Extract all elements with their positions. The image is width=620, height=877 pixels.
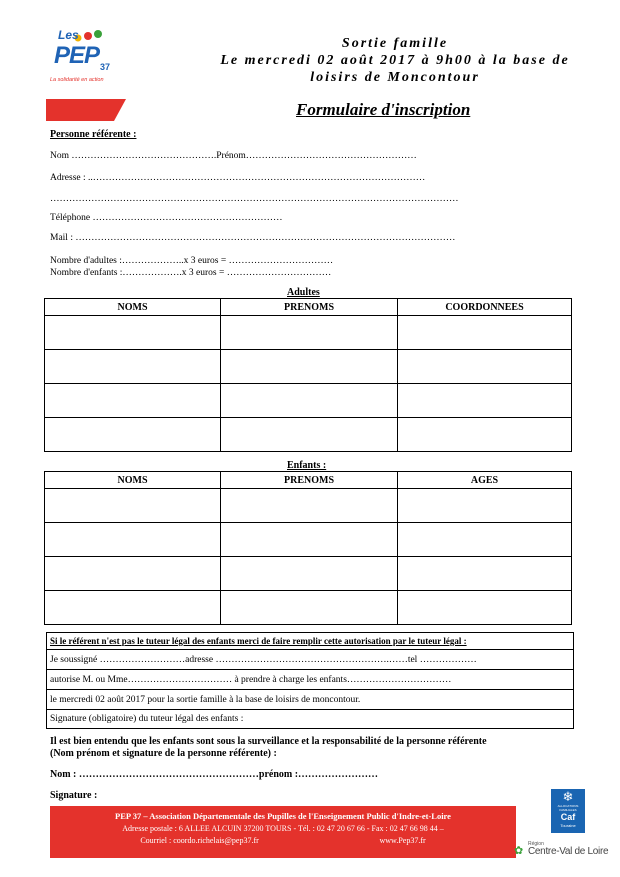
- footer-website[interactable]: www.Pep37.fr: [379, 836, 426, 845]
- header-line-2: Le mercredi 02 août 2017 à 9h00 à la base de: [220, 53, 570, 68]
- authorization-line-autorise[interactable]: [47, 670, 573, 690]
- table-row: [45, 591, 572, 625]
- authorization-title-text: Si le référent n'est pas le tuteur légal des enfants merci de faire remplir cette autorisation par le tuteur légal :: [50, 636, 467, 646]
- footer-org: [50, 810, 516, 823]
- footer-contact-row: [50, 835, 516, 847]
- table-cell[interactable]: [398, 418, 572, 452]
- adultes-col-coordonnees: COORDONNEES: [398, 299, 572, 316]
- table-cell[interactable]: [398, 350, 572, 384]
- table-cell[interactable]: [221, 384, 398, 418]
- table-row: [45, 523, 572, 557]
- footer-email[interactable]: Courriel : coordo.richelais@pep37.fr: [140, 836, 259, 845]
- authorization-title: [47, 633, 573, 650]
- table-cell[interactable]: [45, 418, 221, 452]
- nom-prenom-field[interactable]: Nom ……………………………………….Prénom………………………………………………: [50, 151, 417, 161]
- table-cell[interactable]: [221, 316, 398, 350]
- table-row: [45, 418, 572, 452]
- nombre-enfants-field[interactable]: Nombre d'enfants :……………….x 3 euros = ……………………………: [50, 268, 332, 278]
- logo-number-text: 37: [100, 62, 111, 72]
- table-cell[interactable]: [45, 591, 221, 625]
- logo-pep-text: PEP: [54, 42, 100, 69]
- table-cell[interactable]: [398, 557, 572, 591]
- statement-nom-field[interactable]: Nom : ………………………………………………prénom :……………………: [50, 769, 379, 780]
- table-cell[interactable]: [45, 384, 221, 418]
- table-cell[interactable]: [398, 384, 572, 418]
- statement-signature-field[interactable]: Signature :: [50, 790, 98, 801]
- table-cell[interactable]: [221, 418, 398, 452]
- form-title: Formulaire d'inscription: [296, 100, 471, 119]
- enfants-col-prenoms: PRENOMS: [221, 472, 398, 489]
- adultes-col-prenoms: PRENOMS: [221, 299, 398, 316]
- authorization-line-2-text: autorise M. ou Mme…………………………… à prendre à charge les enfants……………………………: [50, 674, 452, 685]
- authorization-line-signature[interactable]: [47, 710, 573, 727]
- footer-org-text: PEP 37 – Association Départementale des Pupilles de l'Enseignement Public d'Indre-et-Loire: [115, 811, 451, 821]
- enfants-table-title: Enfants :: [287, 460, 327, 471]
- region-small-text: Région: [528, 841, 544, 847]
- table-cell[interactable]: [45, 523, 221, 557]
- red-accent-shape: [46, 99, 126, 121]
- mail-field[interactable]: Mail : …………………………………………………………………………………………………………: [50, 233, 456, 243]
- table-cell[interactable]: [221, 557, 398, 591]
- table-cell[interactable]: [45, 350, 221, 384]
- referent-section-title: Personne référente :: [50, 129, 137, 140]
- region-logo: [514, 841, 614, 861]
- table-cell[interactable]: [45, 316, 221, 350]
- caf-top-text: ALLOCATIONS FAMILIALES: [557, 804, 579, 812]
- logo-les-text: Les: [58, 28, 79, 42]
- region-name-text: Centre-Val de Loire: [528, 846, 609, 857]
- adultes-table-title: Adultes: [287, 287, 320, 298]
- table-cell[interactable]: [221, 350, 398, 384]
- authorization-line-3-text: le mercredi 02 août 2017 pour la sortie famille à la base de loisirs de moncontour.: [50, 694, 361, 705]
- enfants-col-noms: NOMS: [45, 472, 221, 489]
- table-cell[interactable]: [398, 591, 572, 625]
- footer-banner: [50, 806, 516, 858]
- authorization-line-1-text: Je soussigné ………………………adresse ……………………………………………….……tel ………………: [50, 654, 477, 665]
- table-cell[interactable]: [45, 557, 221, 591]
- nombre-adultes-field[interactable]: Nombre d'adultes :………………..x 3 euros = ……………………………: [50, 256, 334, 266]
- caf-sub-text: Touraine: [560, 823, 576, 828]
- caf-logo: [551, 789, 585, 833]
- table-cell[interactable]: [398, 489, 572, 523]
- enfants-table: [44, 471, 572, 625]
- table-row: [45, 350, 572, 384]
- table-cell[interactable]: [398, 316, 572, 350]
- authorization-line-4-text: Signature (obligatoire) du tuteur légal des enfants :: [50, 713, 244, 724]
- statement-line-2: (Nom prénom et signature de la personne référente) :: [50, 748, 277, 759]
- authorization-line-soussigne[interactable]: [47, 650, 573, 670]
- table-cell[interactable]: [221, 489, 398, 523]
- table-row: [45, 489, 572, 523]
- header-line-3: loisirs de Moncontour: [310, 70, 480, 85]
- table-row: [45, 316, 572, 350]
- caf-text: Caf: [560, 812, 576, 822]
- header-line-1: Sortie famille: [341, 36, 449, 51]
- enfants-col-ages: AGES: [398, 472, 572, 489]
- adultes-table-header-row: [45, 299, 572, 316]
- authorization-box: [46, 632, 574, 729]
- caf-snowflake-icon: ❄: [562, 789, 574, 804]
- table-row: [45, 384, 572, 418]
- table-cell[interactable]: [221, 591, 398, 625]
- authorization-line-date: [47, 690, 573, 710]
- statement-line-1: Il est bien entendu que les enfants sont sous la surveillance et la responsabilité de la personne référente: [50, 736, 487, 747]
- adultes-col-noms: NOMS: [45, 299, 221, 316]
- table-cell[interactable]: [398, 523, 572, 557]
- adresse-field[interactable]: Adresse : ..……………………………………………………………………………………………: [50, 173, 426, 183]
- enfants-table-header-row: [45, 472, 572, 489]
- adultes-table: [44, 298, 572, 452]
- table-row: [45, 557, 572, 591]
- table-cell[interactable]: [221, 523, 398, 557]
- adresse-field-line-2[interactable]: …………………………………………………………………………………………………………………: [50, 194, 459, 204]
- logo-tagline: La solidarité en action: [50, 77, 104, 83]
- footer-address: Adresse postale : 6 ALLEE ALCUIN 37200 TOURS - Tél. : 02 47 20 67 66 - Fax : 02 47 66 98 44 –: [122, 824, 444, 833]
- table-cell[interactable]: [45, 489, 221, 523]
- pep37-logo: [48, 26, 118, 88]
- region-leaf-icon: ✿: [514, 845, 524, 857]
- telephone-field[interactable]: Téléphone ……………………………………………………: [50, 213, 283, 223]
